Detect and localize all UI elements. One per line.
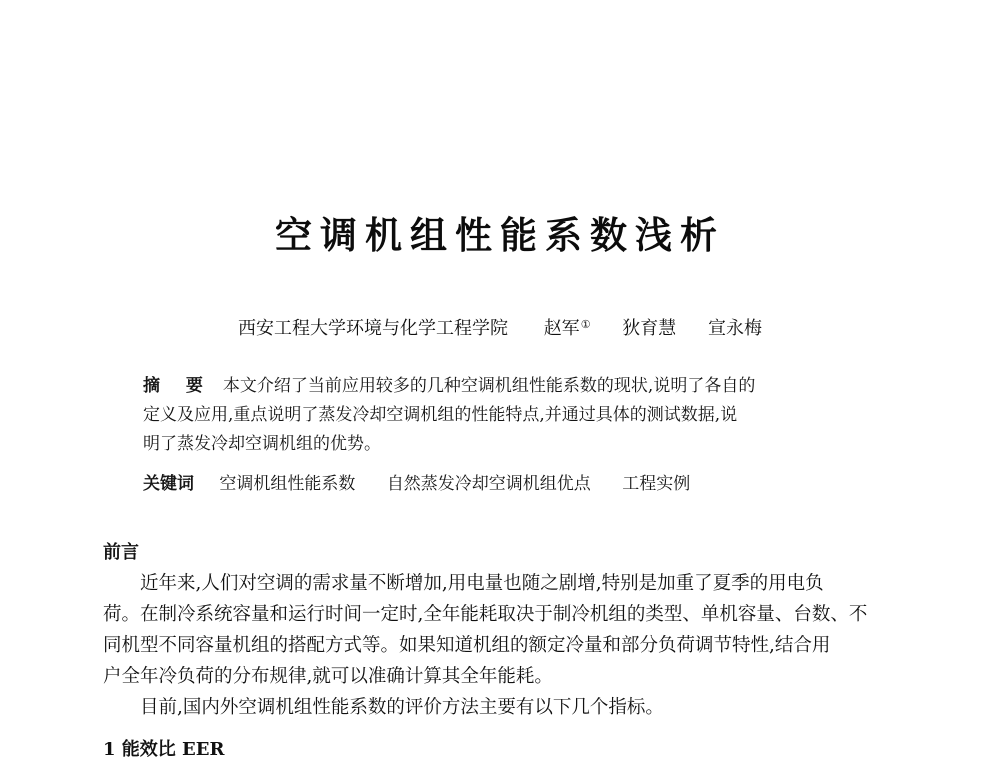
keywords-line <box>143 469 883 494</box>
keyword-item: 工程实例 <box>622 474 691 494</box>
abstract-block <box>143 372 863 459</box>
abstract-line: 定义及应用,重点说明了蒸发冷却空调机组的性能特点,并通过具体的测试数据,说 <box>143 405 738 425</box>
section-heading-preface: 前言 <box>103 542 139 563</box>
abstract-line: 明了蒸发冷却空调机组的优势。 <box>143 434 381 454</box>
author-affiliation: 西安工程大学环境与化学工程学院 <box>237 318 508 339</box>
abstract-label: 摘 要 <box>143 376 213 396</box>
body-line: 户全年冷负荷的分布规律,就可以准确计算其全年能耗。 <box>103 666 553 687</box>
keyword-item: 自然蒸发冷却空调机组优点 <box>386 474 591 494</box>
footnote-marker: ① <box>580 318 591 331</box>
preface-body <box>103 568 903 723</box>
paper-title: 空调机组性能系数浅析 <box>275 213 725 257</box>
author-name: 狄育慧 <box>622 318 677 339</box>
author-name: 赵军① <box>543 318 591 339</box>
body-line: 同机型不同容量机组的搭配方式等。如果知道机组的额定冷量和部分负荷调节特性,结合用 <box>103 635 831 656</box>
section-heading-eer: 1 能效比 EER <box>103 739 225 760</box>
body-line: 近年来,人们对空调的需求量不断增加,用电量也随之剧增,特别是加重了夏季的用电负 <box>140 573 824 594</box>
keywords-label: 关键词 <box>143 474 194 494</box>
author-line <box>0 314 1000 340</box>
author-name: 宣永梅 <box>708 318 763 339</box>
abstract-line: 摘 要 本文介绍了当前应用较多的几种空调机组性能系数的现状,说明了各自的 <box>143 376 756 396</box>
body-line: 目前,国内外空调机组性能系数的评价方法主要有以下几个指标。 <box>140 697 664 718</box>
keyword-item: 空调机组性能系数 <box>219 474 356 494</box>
body-line: 荷。在制冷系统容量和运行时间一定时,全年能耗取决于制冷机组的类型、单机容量、台数、不 <box>103 604 868 625</box>
